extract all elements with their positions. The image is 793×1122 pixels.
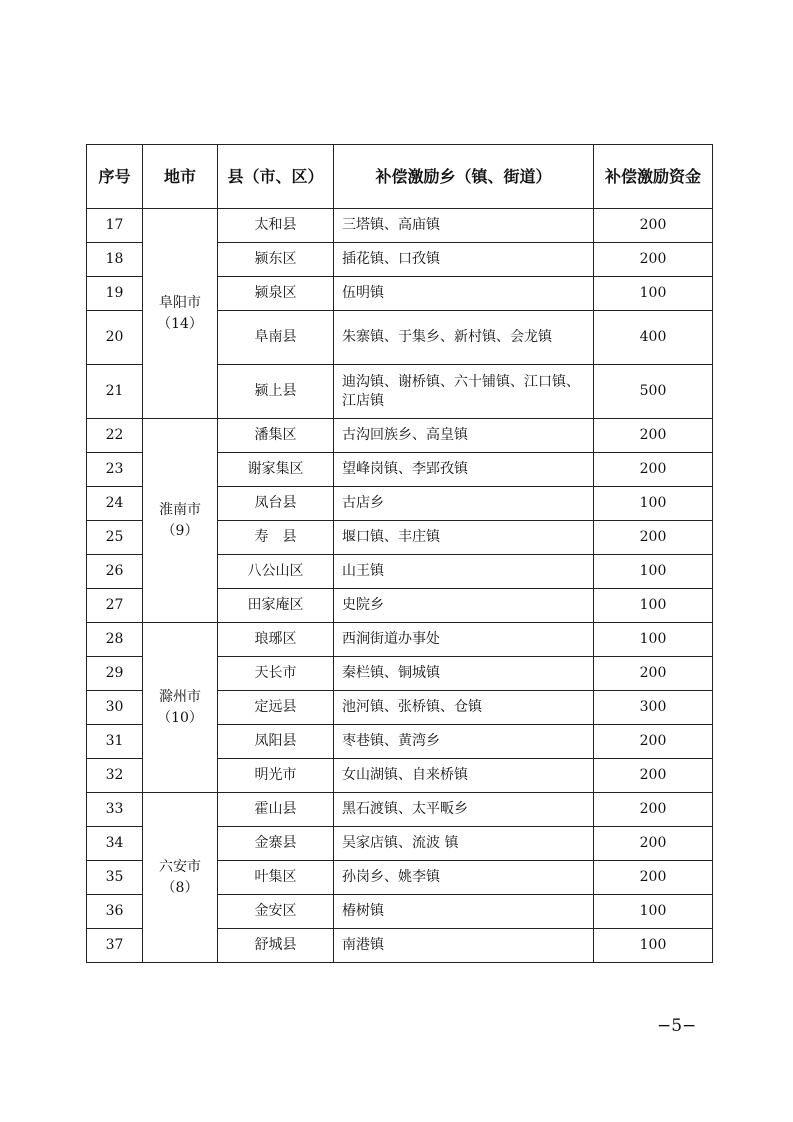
city-name: 滁州市 xyxy=(159,688,201,705)
table-row xyxy=(87,623,713,657)
fund-cell: 200 xyxy=(594,453,713,487)
towns-cell: 枣巷镇、黄湾乡 xyxy=(334,725,594,759)
page-number: −5− xyxy=(657,1016,697,1036)
towns-cell: 古沟回族乡、高皇镇 xyxy=(334,419,594,453)
header-county: 县（市、区） xyxy=(218,145,334,209)
county-cell: 明光市 xyxy=(218,759,334,793)
fund-cell: 200 xyxy=(594,759,713,793)
towns-cell: 秦栏镇、铜城镇 xyxy=(334,657,594,691)
towns-cell: 三塔镇、高庙镇 xyxy=(334,209,594,243)
serial-number-cell: 34 xyxy=(87,827,143,861)
fund-cell: 100 xyxy=(594,555,713,589)
serial-number-cell: 22 xyxy=(87,419,143,453)
serial-number-cell: 32 xyxy=(87,759,143,793)
county-cell: 潘集区 xyxy=(218,419,334,453)
table-header-row xyxy=(87,145,713,209)
city-count: （14） xyxy=(157,315,203,332)
county-cell: 颍泉区 xyxy=(218,277,334,311)
serial-number-cell: 31 xyxy=(87,725,143,759)
towns-cell: 古店乡 xyxy=(334,487,594,521)
header-city: 地市 xyxy=(143,145,218,209)
table-body xyxy=(87,209,713,963)
city-name: 六安市 xyxy=(159,858,201,875)
serial-number-cell: 19 xyxy=(87,277,143,311)
serial-number-cell: 37 xyxy=(87,929,143,963)
city-name: 淮南市 xyxy=(159,501,201,518)
fund-cell: 100 xyxy=(594,487,713,521)
county-cell: 定远县 xyxy=(218,691,334,725)
fund-cell: 100 xyxy=(594,589,713,623)
table-row xyxy=(87,209,713,243)
county-cell: 凤阳县 xyxy=(218,725,334,759)
fund-cell: 200 xyxy=(594,209,713,243)
county-cell: 叶集区 xyxy=(218,861,334,895)
fund-cell: 200 xyxy=(594,657,713,691)
towns-cell: 迪沟镇、谢桥镇、六十铺镇、江口镇、江店镇 xyxy=(334,365,594,419)
header-towns: 补偿激励乡（镇、街道） xyxy=(334,145,594,209)
county-cell: 金寨县 xyxy=(218,827,334,861)
county-cell: 霍山县 xyxy=(218,793,334,827)
towns-cell: 女山湖镇、自来桥镇 xyxy=(334,759,594,793)
fund-cell: 100 xyxy=(594,277,713,311)
towns-cell: 西涧街道办事处 xyxy=(334,623,594,657)
serial-number-cell: 29 xyxy=(87,657,143,691)
header-fund: 补偿激励资金 xyxy=(594,145,713,209)
county-cell: 谢家集区 xyxy=(218,453,334,487)
serial-number-cell: 26 xyxy=(87,555,143,589)
serial-number-cell: 20 xyxy=(87,311,143,365)
towns-cell: 堰口镇、丰庄镇 xyxy=(334,521,594,555)
header-serial-number: 序号 xyxy=(87,145,143,209)
fund-cell: 200 xyxy=(594,861,713,895)
county-cell: 颍东区 xyxy=(218,243,334,277)
fund-cell: 100 xyxy=(594,623,713,657)
city-cell xyxy=(143,419,218,623)
county-cell: 太和县 xyxy=(218,209,334,243)
subsidy-table xyxy=(86,144,713,963)
towns-cell: 池河镇、张桥镇、仓镇 xyxy=(334,691,594,725)
table-row xyxy=(87,793,713,827)
serial-number-cell: 28 xyxy=(87,623,143,657)
towns-cell: 南港镇 xyxy=(334,929,594,963)
towns-cell: 望峰岗镇、李郢孜镇 xyxy=(334,453,594,487)
towns-cell: 吴家店镇、流波 镇 xyxy=(334,827,594,861)
city-count: （9） xyxy=(161,522,199,539)
towns-cell: 椿树镇 xyxy=(334,895,594,929)
fund-cell: 400 xyxy=(594,311,713,365)
county-cell: 寿 县 xyxy=(218,521,334,555)
serial-number-cell: 21 xyxy=(87,365,143,419)
county-cell: 琅琊区 xyxy=(218,623,334,657)
fund-cell: 500 xyxy=(594,365,713,419)
fund-cell: 200 xyxy=(594,827,713,861)
fund-cell: 300 xyxy=(594,691,713,725)
city-cell xyxy=(143,623,218,793)
county-cell: 颍上县 xyxy=(218,365,334,419)
towns-cell: 伍明镇 xyxy=(334,277,594,311)
serial-number-cell: 30 xyxy=(87,691,143,725)
fund-cell: 200 xyxy=(594,793,713,827)
county-cell: 田家庵区 xyxy=(218,589,334,623)
fund-cell: 200 xyxy=(594,243,713,277)
county-cell: 金安区 xyxy=(218,895,334,929)
serial-number-cell: 18 xyxy=(87,243,143,277)
city-count: （10） xyxy=(157,709,203,726)
county-cell: 八公山区 xyxy=(218,555,334,589)
serial-number-cell: 23 xyxy=(87,453,143,487)
city-name: 阜阳市 xyxy=(159,294,201,311)
towns-cell: 黑石渡镇、太平畈乡 xyxy=(334,793,594,827)
serial-number-cell: 35 xyxy=(87,861,143,895)
serial-number-cell: 17 xyxy=(87,209,143,243)
towns-cell: 朱寨镇、于集乡、新村镇、会龙镇 xyxy=(334,311,594,365)
towns-cell: 山王镇 xyxy=(334,555,594,589)
table-row xyxy=(87,419,713,453)
serial-number-cell: 25 xyxy=(87,521,143,555)
towns-cell: 插花镇、口孜镇 xyxy=(334,243,594,277)
fund-cell: 200 xyxy=(594,419,713,453)
serial-number-cell: 24 xyxy=(87,487,143,521)
towns-cell: 孙岗乡、姚李镇 xyxy=(334,861,594,895)
serial-number-cell: 27 xyxy=(87,589,143,623)
towns-cell: 史院乡 xyxy=(334,589,594,623)
county-cell: 阜南县 xyxy=(218,311,334,365)
fund-cell: 100 xyxy=(594,895,713,929)
county-cell: 凤台县 xyxy=(218,487,334,521)
serial-number-cell: 33 xyxy=(87,793,143,827)
city-cell xyxy=(143,209,218,419)
fund-cell: 200 xyxy=(594,521,713,555)
serial-number-cell: 36 xyxy=(87,895,143,929)
city-cell xyxy=(143,793,218,963)
fund-cell: 200 xyxy=(594,725,713,759)
county-cell: 舒城县 xyxy=(218,929,334,963)
fund-cell: 100 xyxy=(594,929,713,963)
city-count: （8） xyxy=(161,879,199,896)
county-cell: 天长市 xyxy=(218,657,334,691)
